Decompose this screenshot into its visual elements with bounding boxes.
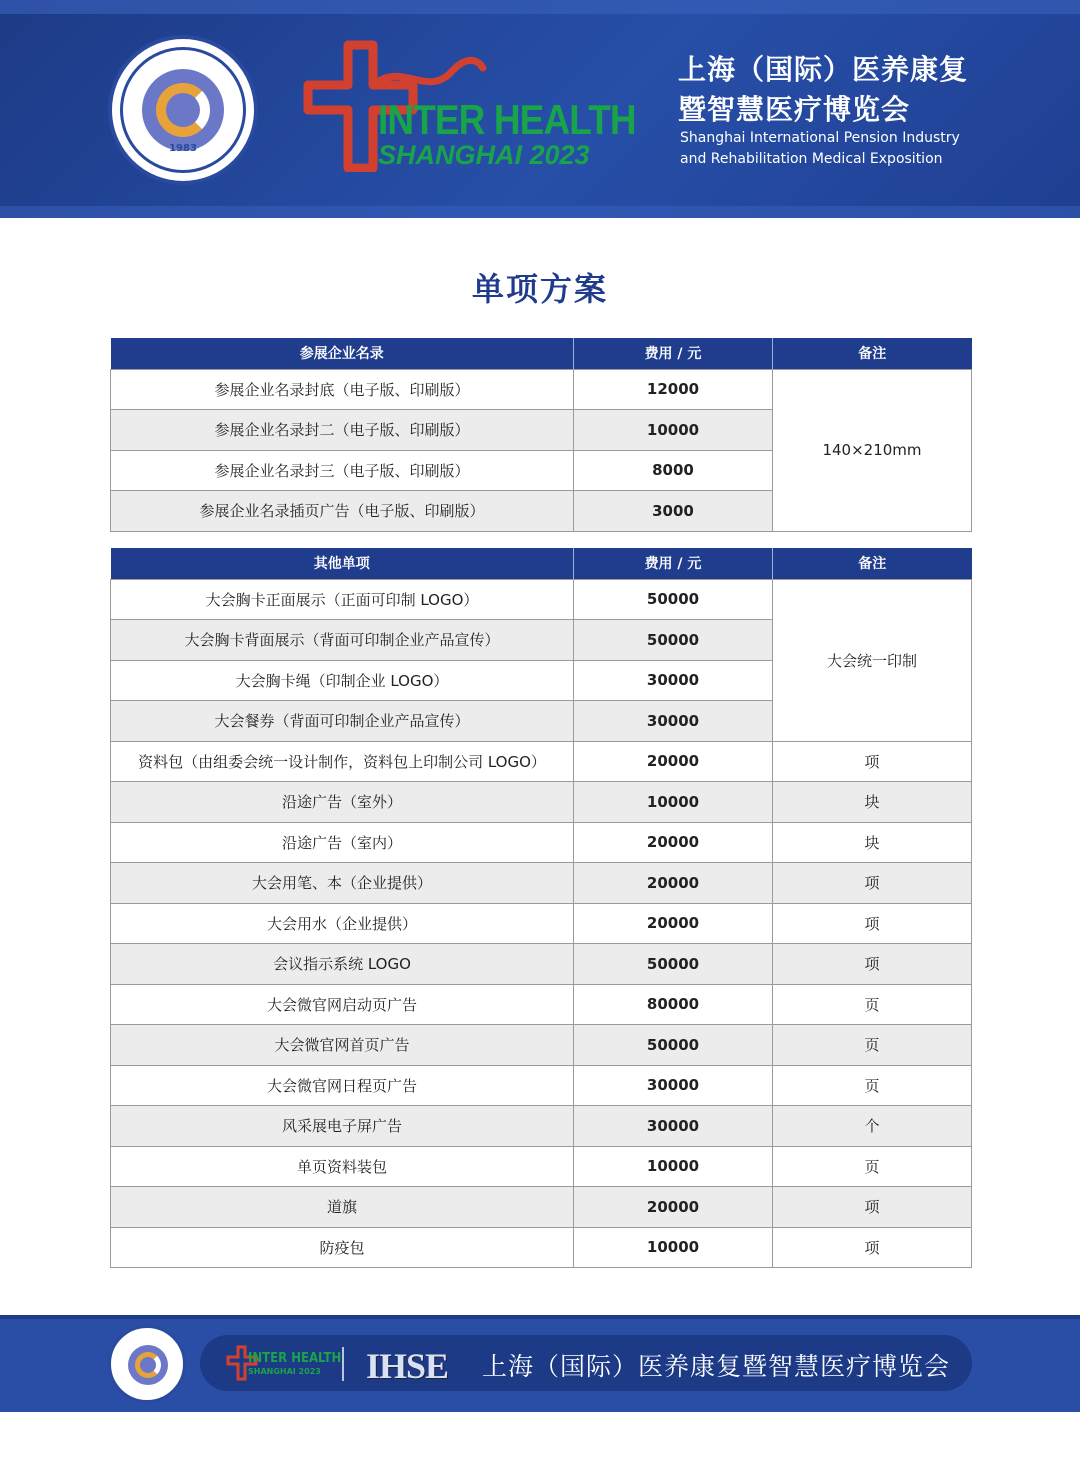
- table-row: [111, 1025, 972, 1066]
- price-cell: 30000: [574, 660, 773, 701]
- column-header-price: 费用 / 元: [574, 338, 773, 369]
- price-cell: 50000: [574, 620, 773, 661]
- price-cell: 12000: [574, 369, 773, 410]
- page-title: 单项方案: [471, 270, 608, 308]
- expo-name-cn-line2: 暨智慧医疗博览会: [678, 93, 911, 126]
- item-cell: 参展企业名录插页广告（电子版、印刷版）: [111, 491, 574, 532]
- note-cell: 页: [773, 984, 972, 1025]
- item-cell: 大会胸卡背面展示（背面可印制企业产品宣传）: [111, 620, 574, 661]
- table-row: [111, 579, 972, 620]
- price-cell: 20000: [574, 863, 773, 904]
- header-stripe-bottom: [0, 206, 1080, 218]
- footer-edge: [0, 1315, 1080, 1319]
- item-cell: 大会微官网首页广告: [111, 1025, 574, 1066]
- inter-health-title: INTER HEALTH: [378, 96, 636, 143]
- column-header-item: 其他单项: [111, 548, 574, 579]
- table-row: [111, 1146, 972, 1187]
- item-cell: 风采展电子屏广告: [111, 1106, 574, 1147]
- association-emblem-logo: [108, 35, 258, 185]
- item-cell: 参展企业名录封二（电子版、印刷版）: [111, 410, 574, 451]
- item-cell: 大会餐券（背面可印制企业产品宣传）: [111, 701, 574, 742]
- price-cell: 10000: [574, 1146, 773, 1187]
- price-cell: 50000: [574, 1025, 773, 1066]
- item-cell: 沿途广告（室外）: [111, 782, 574, 823]
- footer-inter-health-title: INTER HEALTH: [248, 1351, 342, 1366]
- note-cell: 块: [773, 782, 972, 823]
- merged-note-cell: 140×210mm: [773, 369, 972, 531]
- item-cell: 沿途广告（室内）: [111, 822, 574, 863]
- note-cell: 页: [773, 1025, 972, 1066]
- price-cell: 30000: [574, 1106, 773, 1147]
- table-header-row: [111, 338, 972, 369]
- inter-health-subtitle: SHANGHAI 2023: [378, 140, 590, 170]
- note-cell: 项: [773, 1227, 972, 1268]
- table-row: [111, 369, 972, 410]
- price-cell: 8000: [574, 450, 773, 491]
- footer-inter-health-subtitle: SHANGHAI 2023: [248, 1367, 321, 1376]
- price-cell: 30000: [574, 1065, 773, 1106]
- item-cell: 资料包（由组委会统一设计制作，资料包上印制公司 LOGO）: [111, 741, 574, 782]
- table-row: [111, 903, 972, 944]
- table-row: [111, 782, 972, 823]
- other-items-price-table: [110, 548, 972, 1268]
- table-row: [111, 1187, 972, 1228]
- footer-association-emblem-logo: [108, 1325, 186, 1403]
- price-cell: 20000: [574, 822, 773, 863]
- table-row: [111, 863, 972, 904]
- merged-note-cell: 大会统一印制: [773, 579, 972, 741]
- table-row: [111, 741, 972, 782]
- price-cell: 10000: [574, 410, 773, 451]
- price-cell: 20000: [574, 903, 773, 944]
- column-header-note: 备注: [773, 338, 972, 369]
- item-cell: 大会胸卡绳（印制企业 LOGO）: [111, 660, 574, 701]
- item-cell: 单页资料装包: [111, 1146, 574, 1187]
- item-cell: 防疫包: [111, 1227, 574, 1268]
- price-cell: 80000: [574, 984, 773, 1025]
- price-cell: 10000: [574, 1227, 773, 1268]
- note-cell: 个: [773, 1106, 972, 1147]
- price-cell: 10000: [574, 782, 773, 823]
- note-cell: 项: [773, 741, 972, 782]
- price-cell: 30000: [574, 701, 773, 742]
- column-header-price: 费用 / 元: [574, 548, 773, 579]
- price-cell: 50000: [574, 579, 773, 620]
- footer-ihse-logo: IHSE: [366, 1346, 449, 1386]
- expo-name-cn-line1: 上海（国际）医养康复: [678, 53, 969, 86]
- header-banner: [0, 0, 1080, 218]
- footer-emblem-swirl-icon: [135, 1352, 161, 1378]
- price-cell: 20000: [574, 741, 773, 782]
- column-header-item: 参展企业名录: [111, 338, 574, 369]
- item-cell: 大会微官网日程页广告: [111, 1065, 574, 1106]
- footer-banner: [0, 1315, 1080, 1412]
- table-row: [111, 1065, 972, 1106]
- item-cell: 参展企业名录封底（电子版、印刷版）: [111, 369, 574, 410]
- table-row: [111, 984, 972, 1025]
- note-cell: 页: [773, 1065, 972, 1106]
- note-cell: 项: [773, 1187, 972, 1228]
- header-stripe-top: [0, 0, 1080, 14]
- item-cell: 道旗: [111, 1187, 574, 1228]
- column-header-note: 备注: [773, 548, 972, 579]
- table-header-row: [111, 548, 972, 579]
- directory-price-table: [110, 338, 972, 532]
- table-row: [111, 944, 972, 985]
- note-cell: 项: [773, 863, 972, 904]
- item-cell: 参展企业名录封三（电子版、印刷版）: [111, 450, 574, 491]
- table-row: [111, 1106, 972, 1147]
- item-cell: 大会胸卡正面展示（正面可印制 LOGO）: [111, 579, 574, 620]
- table-row: [111, 822, 972, 863]
- note-cell: 项: [773, 903, 972, 944]
- note-cell: 块: [773, 822, 972, 863]
- price-cell: 3000: [574, 491, 773, 532]
- emblem-swirl-icon: [156, 83, 210, 137]
- emblem-year: 1983: [169, 143, 197, 154]
- footer-expo-name: 上海（国际）医养康复暨智慧医疗博览会: [482, 1352, 951, 1381]
- table-row: [111, 1227, 972, 1268]
- item-cell: 会议指示系统 LOGO: [111, 944, 574, 985]
- note-cell: 页: [773, 1146, 972, 1187]
- item-cell: 大会用水（企业提供）: [111, 903, 574, 944]
- price-cell: 20000: [574, 1187, 773, 1228]
- expo-name-en-line2: and Rehabilitation Medical Exposition: [680, 151, 943, 167]
- item-cell: 大会用笔、本（企业提供）: [111, 863, 574, 904]
- item-cell: 大会微官网启动页广告: [111, 984, 574, 1025]
- note-cell: 项: [773, 944, 972, 985]
- expo-name-en-line1: Shanghai International Pension Industry: [680, 130, 960, 146]
- price-cell: 50000: [574, 944, 773, 985]
- footer-divider: [342, 1347, 344, 1381]
